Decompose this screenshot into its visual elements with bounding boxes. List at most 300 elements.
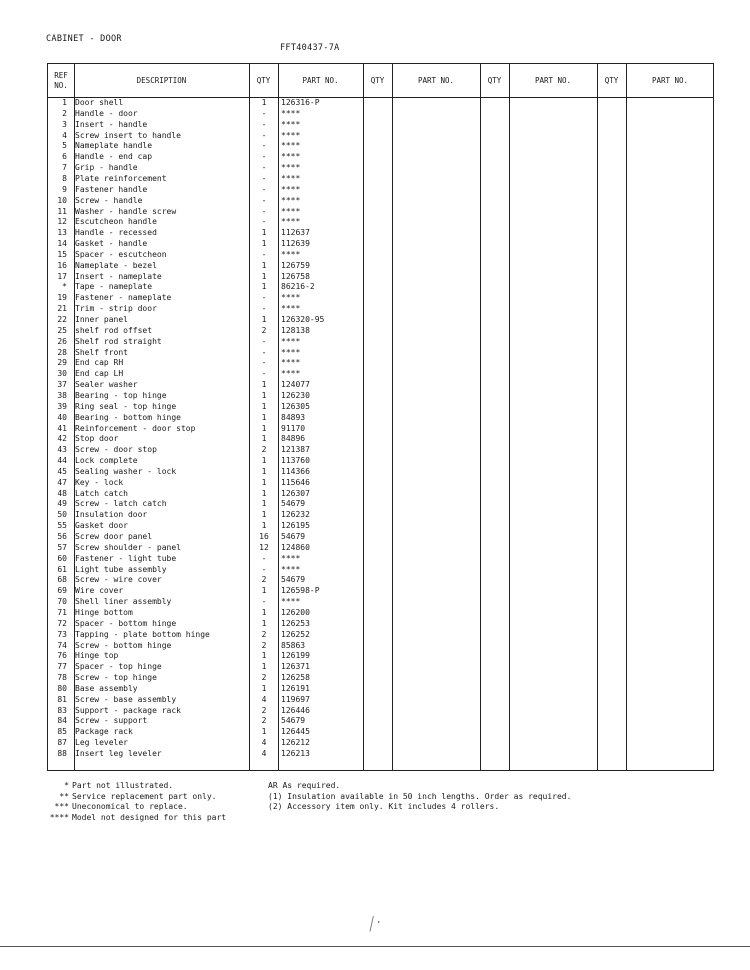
qty-cell: 2 [261,640,267,650]
table-row [48,391,378,402]
description-cell: Spacer - top hinge [75,662,162,672]
header-qty: QTY [256,75,271,85]
table-row [48,434,378,445]
qty-cell: 1 [261,651,267,661]
ref-cell: * [62,282,67,292]
description-cell: Escutcheon handle [75,217,157,227]
description-cell: Bearing - bottom hinge [75,412,181,422]
ref-cell: 61 [57,564,67,574]
qty-cell: 1 [261,662,267,672]
description-cell: Tapping - plate bottom hinge [75,629,210,639]
description-cell: Shell liner assembly [75,597,172,607]
qty-cell: 4 [261,694,267,704]
part-number-cell: **** [281,141,301,151]
footnote-mark: *** [54,802,69,812]
description-cell: Sealer washer [75,380,138,390]
part-number-cell: 54679 [281,575,306,585]
part-number-cell: **** [281,130,301,140]
table-row [48,413,378,424]
part-number-cell: 119697 [281,694,310,704]
part-number-cell: 124077 [281,380,310,390]
description-cell: Door shell [75,98,124,107]
table-row [48,304,378,315]
ref-cell: 19 [57,293,67,303]
table-row [48,109,378,120]
description-cell: Reinforcement - door stop [75,423,196,433]
header-qty: QTY [370,75,385,85]
ref-cell: 7 [62,163,67,173]
part-number-cell: 84893 [281,412,306,422]
ref-cell: 17 [57,271,67,281]
description-cell: Package rack [75,727,133,737]
part-number-cell: 126199 [281,651,310,661]
table-row [48,239,378,250]
header-part: PART NO. [534,75,572,85]
col-divider [480,64,481,770]
qty-cell: 1 [261,434,267,444]
qty-cell: 1 [261,412,267,422]
description-cell: Spacer - bottom hinge [75,618,177,628]
table-row [48,467,378,478]
ref-cell: 48 [57,488,67,498]
table-row [48,684,378,695]
description-cell: Shelf rod straight [75,336,162,346]
description-cell: Nameplate - bezel [75,260,157,270]
part-number-cell: 126191 [281,683,310,693]
qty-cell: 1 [261,260,267,270]
table-row [48,141,378,152]
description-cell: Stop door [75,434,119,444]
footnote-text: Part not illustrated. [72,781,174,790]
table-row [48,131,378,142]
part-number-cell: 124860 [281,542,310,552]
footnote-text: Uneconomical to replace. [72,802,188,812]
description-cell: Screw - top hinge [75,673,157,683]
qty-cell: - [261,173,267,183]
description-cell: Hinge bottom [75,607,133,617]
part-number-cell: **** [281,184,301,194]
qty-cell: 1 [261,390,267,400]
qty-cell: 1 [261,401,267,411]
qty-cell: 1 [261,315,267,324]
description-cell: Hinge top [75,651,119,661]
table-row [48,565,378,576]
ref-cell: 57 [57,542,67,552]
part-number-cell: 54679 [281,532,306,541]
description-cell: Screw shoulder - panel [75,542,181,552]
qty-cell: - [261,564,267,574]
ref-cell: 13 [57,228,67,238]
description-cell: Screw door panel [75,532,153,541]
part-number-cell: 126213 [281,749,310,758]
ref-cell: 81 [57,694,67,704]
description-cell: Screw - base assembly [75,694,177,704]
table-row [48,185,378,196]
part-number-cell: **** [281,347,301,357]
ref-cell: 26 [57,336,67,346]
qty-cell: 1 [261,466,267,476]
table-row [48,152,378,163]
qty-cell: 1 [261,618,267,628]
qty-cell: - [261,141,267,151]
table-row [48,337,378,348]
ref-cell: 47 [57,477,67,487]
part-number-cell: 126316-P [281,98,320,107]
qty-cell: 4 [261,738,267,748]
part-number-cell: **** [281,195,301,205]
description-cell: Base assembly [75,683,138,693]
description-cell: Wire cover [75,586,124,596]
header-part: PART NO. [302,75,339,85]
footnotes-left [40,781,226,823]
qty-cell: 1 [261,423,267,433]
table-row [48,358,378,369]
part-number-cell: 126320-95 [281,315,325,324]
ref-cell: 41 [57,423,67,433]
ref-cell: 49 [57,499,67,509]
description-cell: Gasket - handle [75,239,148,249]
ref-cell: 80 [57,683,67,693]
table-row [48,662,378,673]
footnotes-right [268,781,571,813]
table-row [48,619,378,630]
ref-cell: 37 [57,380,67,390]
ref-cell: 4 [62,130,67,140]
description-cell: Inner panel [75,315,128,324]
ref-cell: 42 [57,434,67,444]
footnote [40,802,226,813]
description-cell: Ring seal - top hinge [75,401,177,411]
qty-cell: 2 [261,673,267,683]
qty-cell: 1 [261,521,267,531]
qty-cell: - [261,369,267,379]
header-description: DESCRIPTION [136,75,187,85]
part-number-cell: **** [281,217,301,227]
ref-cell: 68 [57,575,67,585]
part-number-cell: 84896 [281,434,306,444]
footnote-text: (2) Accessory item only. Kit includes 4 rollers. [268,802,500,812]
part-number-cell: 126195 [281,521,310,531]
table-row [48,706,378,717]
part-number-cell: 126252 [281,629,310,639]
header-part: PART NO. [651,75,689,85]
qty-cell: - [261,358,267,368]
description-cell: Grip - handle [75,163,138,173]
qty-cell: - [261,347,267,357]
ref-cell: 3 [62,119,67,129]
qty-cell: 2 [261,716,267,726]
part-number-cell: **** [281,173,301,183]
table-row [48,315,378,326]
qty-cell: - [261,152,267,162]
qty-cell: 1 [261,282,267,292]
qty-cell: - [261,217,267,227]
description-cell: Insert leg leveler [75,749,162,758]
ref-cell: 84 [57,716,67,726]
description-cell: Fastener - light tube [75,553,177,563]
table-row [48,217,378,228]
ref-cell: 56 [57,532,67,541]
table-row [48,293,378,304]
qty-cell: 1 [261,228,267,238]
part-number-cell: **** [281,336,301,346]
table-row [48,608,378,619]
table-row [48,207,378,218]
table-row [48,380,378,391]
table-row [48,348,378,359]
pen-mark: ╱· [366,914,385,932]
part-number-cell: **** [281,249,301,259]
ref-cell: 28 [57,347,67,357]
table-row [48,630,378,641]
ref-cell: 88 [57,749,67,758]
description-cell: Screw - support [75,716,148,726]
ref-cell: 69 [57,586,67,596]
ref-cell: 22 [57,315,67,324]
table-row [48,424,378,435]
description-cell: Gasket door [75,521,128,531]
description-cell: Support - package rack [75,705,181,715]
ref-cell: 8 [62,173,67,183]
description-cell: Plate reinforcement [75,173,167,183]
table-row [48,369,378,380]
description-cell: Screw - latch catch [75,499,167,509]
part-number-cell: 126371 [281,662,310,672]
table-row [48,532,378,543]
section-title: CABINET - DOOR [46,34,122,44]
table-row [48,261,378,272]
ref-cell: 6 [62,152,67,162]
description-cell: Nameplate handle [75,141,153,151]
table-row [48,326,378,337]
description-cell: Light tube assembly [75,564,167,574]
part-number-cell: 126232 [281,510,310,520]
qty-cell: 1 [261,239,267,249]
table-row [48,510,378,521]
qty-cell: 16 [259,532,269,541]
qty-cell: 1 [261,456,267,466]
table-row [48,196,378,207]
qty-cell: - [261,293,267,303]
ref-cell: 71 [57,607,67,617]
qty-cell: 2 [261,445,267,455]
qty-cell: 1 [261,98,267,107]
description-cell: Tape - nameplate [75,282,153,292]
ref-cell: 12 [57,217,67,227]
part-number-cell: **** [281,293,301,303]
part-number-cell: **** [281,206,301,216]
part-number-cell: 113760 [281,456,310,466]
footnote-mark: * [64,781,69,790]
qty-cell: - [261,184,267,194]
col-divider [597,64,598,770]
ref-cell: 1 [62,98,67,107]
table-row [48,575,378,586]
part-number-cell: 126307 [281,488,310,498]
ref-cell: 83 [57,705,67,715]
table-row [48,98,378,109]
part-number-cell: 112639 [281,239,310,249]
description-cell: Fastener handle [75,184,148,194]
ref-cell: 50 [57,510,67,520]
part-number-cell: 86216-2 [281,282,315,292]
description-cell: Sealing washer - lock [75,466,177,476]
ref-cell: 44 [57,456,67,466]
ref-cell: 2 [62,108,67,118]
ref-cell: 87 [57,738,67,748]
ref-cell: 21 [57,304,67,314]
qty-cell: 1 [261,607,267,617]
table-row [48,272,378,283]
qty-cell: 1 [261,510,267,520]
qty-cell: - [261,130,267,140]
part-number-cell: **** [281,119,301,129]
qty-cell: - [261,206,267,216]
table-row [48,543,378,554]
part-number-cell: 121387 [281,445,310,455]
part-number-cell: 112637 [281,228,310,238]
qty-cell: 1 [261,271,267,281]
ref-cell: 38 [57,390,67,400]
bottom-rule [0,946,750,947]
description-cell: Screw insert to handle [75,130,181,140]
ref-cell: 76 [57,651,67,661]
part-number-cell: 54679 [281,499,306,509]
part-number-cell: **** [281,152,301,162]
part-number-cell: **** [281,304,301,314]
footnote-text: Model not designed for this part [72,812,227,822]
table-row [48,641,378,652]
qty-cell: 2 [261,575,267,585]
part-number-cell: 91170 [281,423,306,433]
part-number-cell: 126230 [281,390,310,400]
ref-cell: 39 [57,401,67,411]
qty-cell: 1 [261,488,267,498]
header-part: PART NO. [417,75,455,85]
description-cell: shelf rod offset [75,325,153,335]
part-number-cell: **** [281,163,301,173]
table-row [48,749,378,760]
table-row [48,456,378,467]
description-cell: Leg leveler [75,738,128,748]
footnote-text: (1) Insulation available in 50 inch lengths. Order as required. [268,791,572,801]
ref-cell: 29 [57,358,67,368]
qty-cell: - [261,336,267,346]
table-row [48,738,378,749]
table-row [48,695,378,706]
part-number-cell: 114366 [281,466,310,476]
part-number-cell: **** [281,553,301,563]
table-row [48,597,378,608]
part-number-cell: 126305 [281,401,310,411]
part-number-cell: 54679 [281,716,306,726]
part-number-cell: **** [281,564,301,574]
part-number-cell: 126446 [281,705,310,715]
qty-cell: - [261,119,267,129]
table-row [48,402,378,413]
description-cell: Insert - nameplate [75,271,162,281]
col-divider [509,64,510,770]
table-row [48,163,378,174]
part-number-cell: 128138 [281,325,310,335]
table-row [48,174,378,185]
description-cell: Lock complete [75,456,138,466]
ref-cell: 43 [57,445,67,455]
table-row [48,716,378,727]
part-number-cell: **** [281,597,301,607]
ref-cell: 14 [57,239,67,249]
table-row [48,586,378,597]
qty-cell: 1 [261,499,267,509]
description-cell: End cap LH [75,369,124,379]
qty-cell: - [261,195,267,205]
footnote [40,792,226,803]
ref-cell: 11 [57,206,67,216]
ref-cell: 10 [57,195,67,205]
qty-cell: 1 [261,380,267,390]
table-row [48,489,378,500]
table-row [48,651,378,662]
description-cell: End cap RH [75,358,124,368]
ref-cell: 16 [57,260,67,270]
part-number-cell: 115646 [281,477,310,487]
part-number-cell: **** [281,369,301,379]
model-number: FFT40437-7A [280,43,340,53]
qty-cell: 12 [259,542,269,552]
part-number-cell: 126200 [281,607,310,617]
footnote-text: AR As required. [268,781,341,790]
ref-cell: 5 [62,141,67,151]
qty-cell: - [261,597,267,607]
qty-cell: - [261,163,267,173]
footnote-mark: ** [59,791,69,801]
part-number-cell: 126212 [281,738,310,748]
header-ref: REF NO. [54,70,68,90]
qty-cell: 4 [261,749,267,758]
ref-cell: 30 [57,369,67,379]
table-row [48,499,378,510]
col-divider [392,64,393,770]
table-row [48,673,378,684]
description-cell: Insulation door [75,510,148,520]
ref-cell: 40 [57,412,67,422]
description-cell: Screw - bottom hinge [75,640,172,650]
description-cell: Key - lock [75,477,124,487]
header-qty: QTY [604,75,619,85]
part-number-cell: **** [281,358,301,368]
table-row [48,250,378,261]
description-cell: Screw - door stop [75,445,157,455]
description-cell: Trim - strip door [75,304,157,314]
table-row [48,445,378,456]
ref-cell: 74 [57,640,67,650]
qty-cell: 1 [261,683,267,693]
ref-cell: 78 [57,673,67,683]
qty-cell: 1 [261,727,267,737]
qty-cell: 2 [261,629,267,639]
header-qty: QTY [487,75,502,85]
part-number-cell: 126758 [281,271,310,281]
table-row [48,521,378,532]
description-cell: Screw - handle [75,195,143,205]
part-number-cell: 126258 [281,673,310,683]
ref-cell: 25 [57,325,67,335]
part-number-cell: 126759 [281,260,310,270]
footnote [40,813,226,824]
description-cell: Washer - handle screw [75,206,177,216]
table-row [48,478,378,489]
part-number-cell: 126445 [281,727,310,737]
